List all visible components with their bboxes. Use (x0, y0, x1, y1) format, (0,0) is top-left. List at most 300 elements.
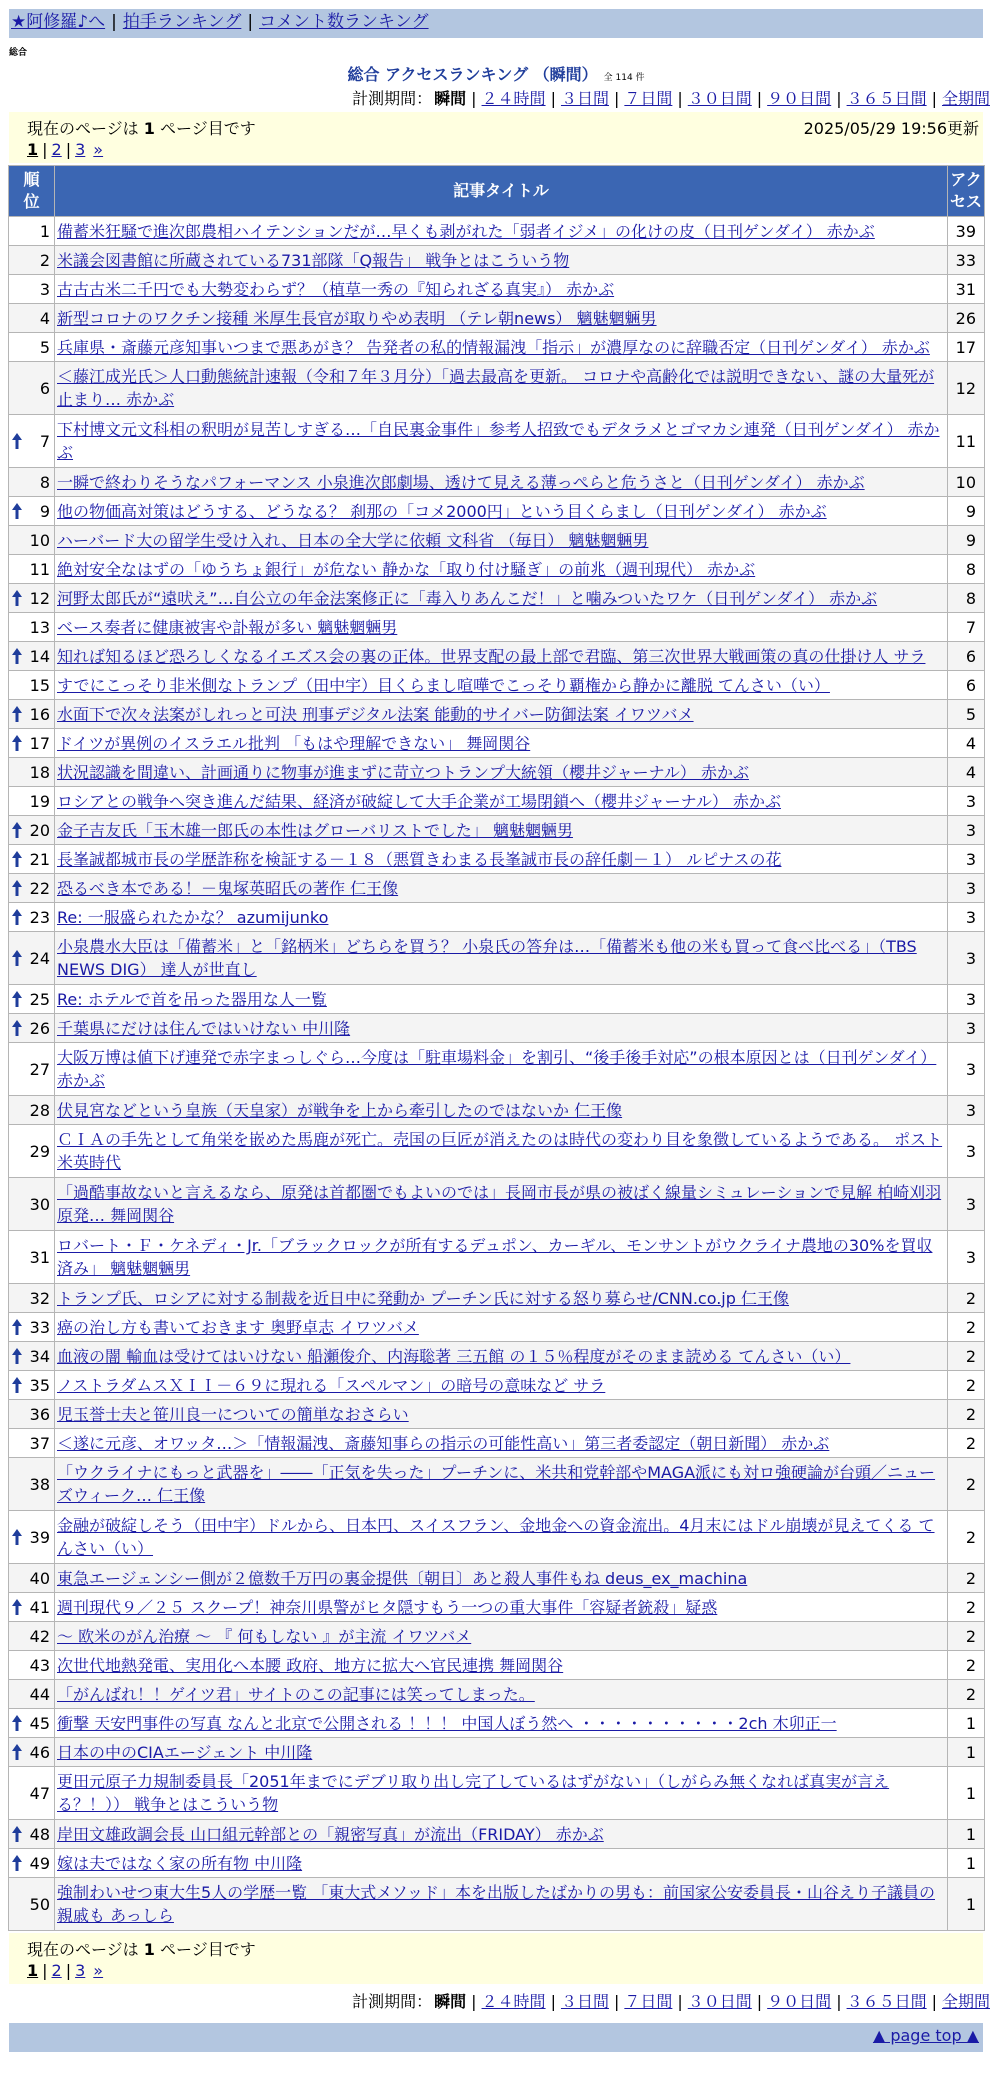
table-row (9, 1738, 985, 1767)
home-link[interactable]: ★阿修羅♪へ (11, 12, 106, 32)
rank-number: 32 (29, 1288, 50, 1308)
title-cell (55, 217, 948, 246)
rank-cell (9, 845, 55, 874)
table-row (9, 1622, 985, 1651)
article-title-link[interactable]: 週刊現代９／２５ スクープ！神奈川県警がヒタ隠すもう一つの重大事件「容疑者銃殺」疑惑 (57, 1597, 718, 1617)
rank-cell (9, 1342, 55, 1371)
article-title-link[interactable]: 千葉県にだけは住んではいけない 中川隆 (57, 1018, 351, 1038)
page-2-link[interactable]: 2 (51, 1961, 62, 1980)
table-row (9, 1313, 985, 1342)
rank-cell (9, 1709, 55, 1738)
period-24h-link[interactable]: ２４時間 (481, 89, 546, 108)
title-cell (55, 1313, 948, 1342)
access-count: 11 (948, 415, 985, 468)
access-count: 2 (948, 1429, 985, 1458)
rank-cell (9, 555, 55, 584)
rank-number: 5 (39, 337, 50, 357)
access-count: 2 (948, 1284, 985, 1313)
rank-cell (9, 1096, 55, 1125)
access-count: 8 (948, 555, 985, 584)
rank-number: 29 (29, 1141, 50, 1161)
rank-number: 44 (29, 1684, 50, 1704)
article-title-link[interactable]: 下村博文元文科相の釈明が見苦しすぎる…「自民裏金事件」参考人招致でもデタラメとゴマカシ連発（日刊ゲンダイ） 赤かぶ (57, 420, 940, 462)
article-title-link[interactable]: 長峯誠都城市長の学歴詐称を検証する－１８（悪質きわまる長峯誠市長の辞任劇－１） ルピナスの花 (57, 849, 782, 869)
table-row (9, 246, 985, 275)
page-current: 1 (27, 1961, 39, 1980)
article-title-link[interactable]: 恐るべき本である！－鬼塚英昭氏の著作 仁王像 (57, 878, 399, 898)
article-title-link[interactable]: 兵庫県・斎藤元彦知事いつまで悪あがき？ 告発者の私的情報漏洩「指示」が濃厚なのに辞職否定（日刊ゲンダイ） 赤かぶ (57, 337, 930, 357)
title-cell (55, 555, 948, 584)
title-cell (55, 1400, 948, 1429)
rank-cell (9, 1429, 55, 1458)
rank-up-arrow-icon (12, 1529, 22, 1545)
rank-cell (9, 1313, 55, 1342)
rank-cell (9, 415, 55, 468)
article-title-link[interactable]: 知れば知るほど恐ろしくなるイエズス会の裏の正体。世界支配の最上部で君臨、第三次世界大戦画策の真の仕掛け人 サラ (57, 646, 926, 666)
access-count: 26 (948, 304, 985, 333)
access-count: 10 (948, 468, 985, 497)
access-count: 6 (948, 671, 985, 700)
table-row (9, 1820, 985, 1849)
rank-number: 24 (29, 948, 50, 968)
pager-info-page: 1 (143, 1940, 155, 1959)
page-top-link[interactable]: ▲ page top ▲ (872, 2026, 979, 2045)
article-title-link[interactable]: 絶対安全なはずの「ゆうちょ銀行」が危ない 静かな「取り付け騒ぎ」の前兆（週刊現代） 赤かぶ (57, 559, 756, 579)
rank-cell (9, 1564, 55, 1593)
access-count: 3 (948, 903, 985, 932)
rank-cell (9, 1680, 55, 1709)
article-title-link[interactable]: ベース奏者に健康被害や訃報が多い 魑魅魍魎男 (57, 617, 398, 637)
rank-cell (9, 275, 55, 304)
comment-ranking-link[interactable]: コメント数ランキング (259, 12, 429, 32)
table-row (9, 217, 985, 246)
article-title-link[interactable]: 強制わいせつ東大生5人の学歴一覧 「東大式メソッド」本を出版したばかりの男も：前国家公安委員長・山谷えり子議員の親戚も あっしら (57, 1883, 935, 1925)
rank-number: 4 (39, 308, 50, 328)
title-cell (55, 642, 948, 671)
period-separator: | (756, 89, 763, 108)
period-30d-link[interactable]: ３０日間 (687, 89, 752, 108)
article-title-link[interactable]: ＣＩＡの手先として角栄を嵌めた馬鹿が死亡。売国の巨匠が消えたのは時代の変わり目を象徴しているようである。 ポスト米英時代 (57, 1130, 943, 1172)
rank-number: 15 (29, 675, 50, 695)
rank-number: 40 (29, 1568, 50, 1588)
period-24h-link[interactable]: ２４時間 (481, 1992, 546, 2011)
rank-up-arrow-icon (12, 1599, 22, 1615)
rank-up-arrow-icon (12, 1319, 22, 1335)
rank-number: 11 (29, 559, 50, 579)
title-cell (55, 1651, 948, 1680)
access-count: 2 (948, 1593, 985, 1622)
article-title-link[interactable]: 一瞬で終わりそうなパフォーマンス 小泉進次郎劇場、透けて見える薄っぺらと危うさと（日刊ゲンダイ） 赤かぶ (57, 472, 865, 492)
page-2-link[interactable]: 2 (51, 140, 62, 159)
table-row (9, 845, 985, 874)
article-title-link[interactable]: 岸田文雄政調会長 山口組元幹部との「親密写真」が流出（FRIDAY） 赤かぶ (57, 1824, 604, 1844)
top-nav-bar (9, 9, 983, 38)
access-count: 1 (948, 1738, 985, 1767)
rank-cell (9, 246, 55, 275)
article-title-link[interactable]: 児玉誉士夫と笹川良一についての簡単なおさらい (57, 1404, 409, 1424)
access-count: 2 (948, 1371, 985, 1400)
table-row (9, 758, 985, 787)
article-title-link[interactable]: 新型コロナのワクチン接種 米厚生長官が取りやめ表明 （テレ朝news） 魑魅魍魎男 (57, 308, 657, 328)
rank-up-arrow-icon (12, 590, 22, 606)
rank-cell (9, 816, 55, 845)
table-row (9, 1429, 985, 1458)
period-365d-link[interactable]: ３６５日間 (846, 89, 927, 108)
title-cell (55, 1371, 948, 1400)
title-cell (55, 903, 948, 932)
period-separator: | (836, 89, 842, 108)
article-title-link[interactable]: 河野太郎氏が“遠吠え”…自公立の年金法案修正に「毒入りあんこだ！」と噛みついたワケ（日刊ゲンダイ） 赤かぶ (57, 588, 878, 608)
rank-cell (9, 304, 55, 333)
table-row (9, 874, 985, 903)
title-cell (55, 275, 948, 304)
rank-cell (9, 468, 55, 497)
rank-cell (9, 1284, 55, 1313)
table-row (9, 816, 985, 845)
rank-number: 28 (29, 1100, 50, 1120)
access-count: 5 (948, 700, 985, 729)
title-cell (55, 1680, 948, 1709)
access-count: 3 (948, 1043, 985, 1096)
total-count: 全 114 件 (603, 73, 645, 83)
ranking-table-body (9, 217, 985, 1931)
access-count: 2 (948, 1680, 985, 1709)
page-next-link[interactable]: » (93, 140, 104, 159)
pager-info-prefix: 現在のページは (27, 1940, 139, 1959)
rank-cell (9, 1622, 55, 1651)
title-cell (55, 729, 948, 758)
access-count: 3 (948, 1125, 985, 1178)
rank-cell (9, 932, 55, 985)
rank-cell (9, 985, 55, 1014)
page-next-link[interactable]: » (93, 1961, 104, 1980)
access-count: 2 (948, 1651, 985, 1680)
article-title-link[interactable]: ～ 欧米のがん治療 ～ 『 何もしない 』が主流 イワツバメ (57, 1626, 472, 1646)
access-count: 8 (948, 584, 985, 613)
pager-info-suffix: ページ目です (160, 119, 256, 138)
table-row (9, 362, 985, 415)
rank-cell (9, 613, 55, 642)
title-cell (55, 1096, 948, 1125)
title-cell (55, 362, 948, 415)
rank-number: 18 (29, 762, 50, 782)
table-row (9, 555, 985, 584)
title-cell (55, 787, 948, 816)
rank-cell (9, 874, 55, 903)
page-links (27, 1961, 103, 1980)
article-title-link[interactable]: すでにこっそり非米側なトランプ（田中宇）目くらまし喧嘩でこっそり覇権から静かに離脱 てんさい（い） (57, 675, 830, 695)
period-90d-link[interactable]: ９０日間 (767, 1992, 832, 2011)
period-separator: | (550, 1992, 556, 2011)
article-title-link[interactable]: 「ウクライナにもっと武器を」――「正気を失った」プーチンに、米共和党幹部やMAGA派にも対ロ強硬論が台頭／ニューズウィーク… 仁王像 (57, 1463, 936, 1505)
access-count: 7 (948, 613, 985, 642)
rank-number: 1 (39, 221, 50, 241)
period-separator: | (613, 1992, 620, 2011)
period-all-link[interactable]: 全期間 (941, 89, 990, 108)
rank-cell (9, 217, 55, 246)
period-7d-link[interactable]: ７日間 (624, 89, 673, 108)
access-count: 3 (948, 816, 985, 845)
rank-number: 20 (29, 820, 50, 840)
page-separator: | (42, 1961, 48, 1980)
title-cell (55, 584, 948, 613)
table-row (9, 415, 985, 468)
page-title: 総合 アクセスランキング （瞬間） (347, 65, 598, 84)
rank-cell (9, 526, 55, 555)
article-title-link[interactable]: 衝撃 天安門事件の写真 なんと北京で公開される ！！！ 中国人ぼう然へ ・・・・・・・・・・2ch 木卯正一 (57, 1713, 837, 1733)
table-row (9, 613, 985, 642)
rank-number: 45 (29, 1713, 50, 1733)
rank-number: 26 (29, 1018, 50, 1038)
article-title-link[interactable]: 東急エージェンシー側が２億数千万円の裏金提供〔朝日〕あと殺人事件もね deus_ex_machina (57, 1568, 748, 1588)
period-label: 計測期間： (352, 1992, 433, 2011)
table-row (9, 1680, 985, 1709)
table-row (9, 1564, 985, 1593)
pager-info (27, 1937, 256, 1960)
footer-bar (9, 2023, 983, 2052)
period-30d-link[interactable]: ３０日間 (687, 1992, 752, 2011)
rank-number: 35 (29, 1375, 50, 1395)
table-row (9, 642, 985, 671)
article-title-link[interactable]: 古古古米二千円でも大勢変わらず？（植草一秀の『知られざる真実』） 赤かぶ (57, 279, 615, 299)
access-count: 2 (948, 1342, 985, 1371)
rank-cell (9, 1878, 55, 1931)
rank-up-arrow-icon (12, 706, 22, 722)
article-title-link[interactable]: 日本の中のCIAエージェント 中川隆 (57, 1742, 313, 1762)
article-title-link[interactable]: Re: 一服盛られたかな？ azumijunko (57, 907, 329, 927)
title-cell (55, 1849, 948, 1878)
col-rank-header (9, 166, 55, 217)
article-title-link[interactable]: 大阪万博は値下げ連発で赤字まっしぐら…今度は「駐車場料金」を割引、“後手後手対応”の根本原因とは（日刊ゲンダイ） 赤かぶ (57, 1048, 937, 1090)
rank-number: 36 (29, 1404, 50, 1424)
rank-up-arrow-icon (12, 735, 22, 751)
page-3-link[interactable]: 3 (75, 140, 86, 159)
article-title-link[interactable]: ノストラダムスＸＩＩ－６９に現れる「スペルマン」の暗号の意味など サラ (57, 1375, 606, 1395)
period-all-link[interactable]: 全期間 (941, 1992, 990, 2011)
col-rank-label: 順 位 (23, 170, 40, 211)
rank-number: 39 (29, 1527, 50, 1547)
article-title-link[interactable]: 水面下で次々法案がしれっと可決 刑事デジタル法案 能動的サイバー防御法案 イワツバメ (57, 704, 694, 724)
col-access-header (948, 166, 985, 217)
title-cell (55, 874, 948, 903)
pager-info-suffix: ページ目です (160, 1940, 256, 1959)
pager-info-prefix: 現在のページは (27, 119, 139, 138)
title-cell (55, 1284, 948, 1313)
article-title-link[interactable]: 金子吉友氏「玉木雄一郎氏の本性はグローバリストでした」 魑魅魍魎男 (57, 820, 573, 840)
table-row (9, 1342, 985, 1371)
rank-number: 34 (29, 1346, 50, 1366)
title-cell (55, 1342, 948, 1371)
period-separator: | (677, 1992, 683, 2011)
rank-cell (9, 1014, 55, 1043)
rank-up-arrow-icon (12, 822, 22, 838)
article-title-link[interactable]: ＜遂に元彦、オワッタ…＞「情報漏洩、斎藤知事らの指示の可能性高い」第三者委認定（朝日新聞） 赤かぶ (57, 1433, 830, 1453)
title-cell (55, 1429, 948, 1458)
table-row (9, 1096, 985, 1125)
period-7d-link[interactable]: ７日間 (624, 1992, 673, 2011)
rank-number: 30 (29, 1194, 50, 1214)
rank-number: 43 (29, 1655, 50, 1675)
article-title-link[interactable]: 癌の治し方も書いておきます 奥野卓志 イワツバメ (57, 1317, 419, 1337)
rank-cell (9, 700, 55, 729)
title-cell (55, 1043, 948, 1096)
rank-cell (9, 1400, 55, 1429)
period-separator: | (471, 1992, 477, 2011)
rank-cell (9, 1849, 55, 1878)
clap-ranking-link[interactable]: 拍手ランキング (122, 12, 242, 32)
table-row (9, 468, 985, 497)
article-title-link[interactable]: 「がんばれ！！ゲイツ君」サイトのこの記事には笑ってしまった。 (57, 1684, 535, 1704)
access-count: 4 (948, 758, 985, 787)
table-row (9, 985, 985, 1014)
article-title-link[interactable]: 小泉農水大臣は「備蓄米」と「銘柄米」どちらを買う？ 小泉氏の答弁は…「備蓄米も他の米も買って食べ比べる」（TBS NEWS DIG） 達人が世直し (57, 937, 917, 979)
pager-bottom (9, 1933, 983, 1984)
rank-cell (9, 1178, 55, 1231)
rank-number: 9 (39, 501, 50, 521)
access-count: 1 (948, 1820, 985, 1849)
article-title-link[interactable]: Re: ホテルで首を吊った器用な人一覧 (57, 989, 327, 1009)
table-row (9, 304, 985, 333)
title-cell (55, 1564, 948, 1593)
title-cell (55, 1231, 948, 1284)
rank-cell (9, 362, 55, 415)
rank-number: 16 (29, 704, 50, 724)
rank-cell (9, 758, 55, 787)
rank-number: 46 (29, 1742, 50, 1762)
rank-number: 47 (29, 1783, 50, 1803)
nav-separator: | (247, 12, 254, 32)
article-title-link[interactable]: 備蓄米狂騒で進次郎農相ハイテンションだが…早くも剥がれた「弱者イジメ」の化けの皮（日刊ゲンダイ） 赤かぶ (57, 221, 875, 241)
article-title-link[interactable]: ドイツが異例のイスラエル批判 「もはや理解できない」 舞岡関谷 (57, 733, 531, 753)
rank-number: 37 (29, 1433, 50, 1453)
table-row (9, 1767, 985, 1820)
access-count: 17 (948, 333, 985, 362)
rank-cell (9, 1593, 55, 1622)
access-count: 2 (948, 1400, 985, 1429)
access-count: 3 (948, 932, 985, 985)
rank-number: 22 (29, 878, 50, 898)
table-row (9, 1593, 985, 1622)
access-count: 3 (948, 1178, 985, 1231)
access-count: 4 (948, 729, 985, 758)
article-title-link[interactable]: ハーバード大の留学生受け入れ、日本の全大学に依頼 文科省 （毎日） 魑魅魍魎男 (57, 530, 649, 550)
article-title-link[interactable]: 金融が破綻しそう（田中宇）ドルから、日本円、スイスフラン、金地金への資金流出。4月末にはドル崩壊が見えてくる てんさい（い） (57, 1516, 935, 1558)
table-row (9, 903, 985, 932)
rank-number: 25 (29, 989, 50, 1009)
table-row (9, 275, 985, 304)
title-cell (55, 304, 948, 333)
updated-timestamp: 2025/05/29 19:56更新 (803, 119, 979, 138)
title-cell (55, 1738, 948, 1767)
rank-cell (9, 729, 55, 758)
period-3d-link[interactable]: ３日間 (560, 89, 609, 108)
table-row (9, 1125, 985, 1178)
table-row (9, 1849, 985, 1878)
rank-cell (9, 787, 55, 816)
title-cell (55, 985, 948, 1014)
table-row (9, 1231, 985, 1284)
access-count: 1 (948, 1878, 985, 1931)
access-count: 12 (948, 362, 985, 415)
col-access-label: アク セス (949, 170, 982, 211)
title-cell (55, 816, 948, 845)
article-title-link[interactable]: 伏見宮などという皇族（天皇家）が戦争を上から牽引したのではないか 仁王像 (57, 1100, 623, 1120)
page-3-link[interactable]: 3 (75, 1961, 86, 1980)
article-title-link[interactable]: ロシアとの戦争へ突き進んだ結果、経済が破綻して大手企業が工場閉鎖へ（櫻井ジャーナル） 赤かぶ (57, 791, 781, 811)
top-nav-links (11, 11, 429, 33)
period-selector-top (352, 86, 990, 109)
access-count: 1 (948, 1767, 985, 1820)
table-row (9, 1400, 985, 1429)
period-365d-link[interactable]: ３６５日間 (846, 1992, 927, 2011)
article-title-link[interactable]: 次世代地熱発電、実用化へ本腰 政府、地方に拡大へ官民連携 舞岡関谷 (57, 1655, 564, 1675)
access-count: 3 (948, 845, 985, 874)
rank-cell (9, 642, 55, 671)
rank-up-arrow-icon (12, 1826, 22, 1842)
page-separator: | (42, 140, 48, 159)
col-title-header: 記事タイトル (55, 166, 948, 217)
rank-number: 48 (29, 1824, 50, 1844)
access-count: 3 (948, 874, 985, 903)
table-row (9, 1043, 985, 1096)
period-90d-link[interactable]: ９０日間 (767, 89, 832, 108)
period-current: 瞬間 (434, 1992, 467, 2011)
article-title-link[interactable]: 米議会図書館に所蔵されている731部隊「Q報告」 戦争とはこういう物 (57, 250, 570, 270)
table-row (9, 700, 985, 729)
period-current: 瞬間 (434, 89, 467, 108)
rank-cell (9, 1371, 55, 1400)
access-count: 2 (948, 1511, 985, 1564)
rank-number: 31 (29, 1247, 50, 1267)
rank-cell (9, 497, 55, 526)
article-title-link[interactable]: 「過酷事故ないと言えるなら、原発は首都圏でもよいのでは」長岡市長が県の被ばく線量シミュレーションで見解 柏崎刈羽原発… 舞岡関谷 (57, 1183, 942, 1225)
rank-up-arrow-icon (12, 1744, 22, 1760)
rank-number: 12 (29, 588, 50, 608)
rank-number: 38 (29, 1474, 50, 1494)
access-count: 3 (948, 985, 985, 1014)
access-count: 3 (948, 787, 985, 816)
period-3d-link[interactable]: ３日間 (560, 1992, 609, 2011)
article-title-link[interactable]: ロバート・Ｆ・ケネディ・Jr.「ブラックロックが所有するデュポン、カーギル、モンサントがウクライナ農地の30%を買収済み」 魑魅魍魎男 (57, 1236, 933, 1278)
article-title-link[interactable]: 血液の闇 輸血は受けてはいけない 船瀬俊介、内海聡著 三五館 の１５％程度がそのまま読める てんさい（い） (57, 1346, 851, 1366)
rank-number: 19 (29, 791, 50, 811)
table-row (9, 1371, 985, 1400)
title-cell (55, 333, 948, 362)
table-row (9, 584, 985, 613)
title-cell (55, 1622, 948, 1651)
title-cell (55, 497, 948, 526)
article-title-link[interactable]: トランプ氏、ロシアに対する制裁を近日中に発動か プーチン氏に対する怒り募らせ/CNN.co.jp 仁王像 (57, 1288, 789, 1308)
title-cell (55, 1014, 948, 1043)
access-count: 2 (948, 1458, 985, 1511)
article-title-link[interactable]: 他の物価高対策はどうする、どうなる？ 刹那の「コメ2000円」という目くらまし（日刊ゲンダイ） 赤かぶ (57, 501, 827, 521)
article-title-link[interactable]: 嫁は夫ではなく家の所有物 中川隆 (57, 1853, 303, 1873)
rank-number: 49 (29, 1853, 50, 1873)
access-count: 3 (948, 1014, 985, 1043)
title-cell (55, 758, 948, 787)
access-count: 2 (948, 1622, 985, 1651)
access-count: 31 (948, 275, 985, 304)
article-title-link[interactable]: 更田元原子力規制委員長「2051年までにデブリ取り出し完了しているはずがない」（しがらみ無くなれば真実が言える？！）） 戦争とはこういう物 (57, 1772, 890, 1814)
genre-label: 総合 (9, 48, 28, 58)
title-cell (55, 613, 948, 642)
rank-up-arrow-icon (12, 1855, 22, 1871)
pager-info-page: 1 (143, 119, 155, 138)
article-title-link[interactable]: ＜藤江成光氏＞人口動態統計速報（令和７年３月分）「過去最高を更新。 コロナや高齢化では説明できない、謎の大量死が止まり… 赤かぶ (57, 367, 935, 409)
period-separator: | (931, 1992, 937, 2011)
article-title-link[interactable]: 状況認識を間違い、計画通りに物事が進まずに苛立つトランプ大統領（櫻井ジャーナル） 赤かぶ (57, 762, 749, 782)
access-count: 2 (948, 1564, 985, 1593)
